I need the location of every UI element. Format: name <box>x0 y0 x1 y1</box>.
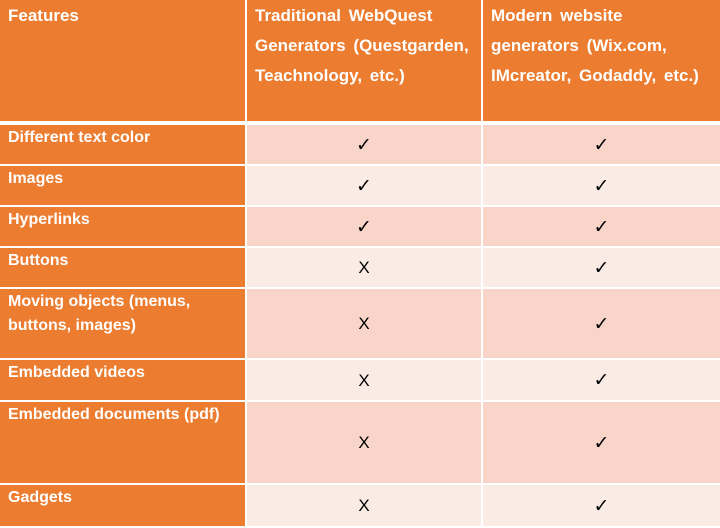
feature-label: Different text color <box>0 125 247 166</box>
feature-label: Buttons <box>0 248 247 289</box>
modern-cell <box>483 485 720 526</box>
table-row <box>0 485 720 526</box>
modern-cell <box>483 402 720 485</box>
check-mark-icon: ✓ <box>593 215 610 238</box>
check-mark-icon: ✓ <box>593 431 610 454</box>
feature-label: Embedded documents (pdf) <box>0 402 247 485</box>
modern-cell <box>483 248 720 289</box>
table-row <box>0 248 720 289</box>
traditional-cell <box>247 166 483 207</box>
table-row <box>0 207 720 248</box>
modern-cell <box>483 125 720 166</box>
x-mark-icon: X <box>358 496 370 515</box>
feature-label: Embedded videos <box>0 360 247 402</box>
header-traditional-generators: Traditional WebQuest Generators (Questgarden, Teachnology, etc.) <box>247 0 483 125</box>
table-row <box>0 289 720 360</box>
feature-label: Hyperlinks <box>0 207 247 248</box>
traditional-cell <box>247 207 483 248</box>
check-mark-icon: ✓ <box>593 312 610 335</box>
traditional-cell <box>247 248 483 289</box>
feature-label: Moving objects (menus, buttons, images) <box>0 289 247 360</box>
table-row <box>0 125 720 166</box>
header-row <box>0 0 720 125</box>
header-features: Features <box>0 0 247 125</box>
feature-label: Gadgets <box>0 485 247 526</box>
modern-cell <box>483 360 720 402</box>
header-modern-generators: Modern website generators (Wix.com, IMcreator, Godaddy, etc.) <box>483 0 720 125</box>
modern-cell <box>483 207 720 248</box>
modern-cell <box>483 289 720 360</box>
x-mark-icon: X <box>358 314 370 333</box>
check-mark-icon: ✓ <box>593 369 610 391</box>
traditional-cell <box>247 125 483 166</box>
check-mark-icon: ✓ <box>356 215 372 238</box>
table-header <box>0 0 720 125</box>
feature-label: Images <box>0 166 247 207</box>
traditional-cell <box>247 402 483 485</box>
check-mark-icon: ✓ <box>593 133 610 156</box>
table-body <box>0 125 720 526</box>
table-row <box>0 360 720 402</box>
x-mark-icon: X <box>358 433 370 452</box>
traditional-cell <box>247 485 483 526</box>
modern-cell <box>483 166 720 207</box>
traditional-cell <box>247 289 483 360</box>
check-mark-icon: ✓ <box>356 133 372 156</box>
x-mark-icon: X <box>358 370 370 390</box>
check-mark-icon: ✓ <box>593 174 610 197</box>
check-mark-icon: ✓ <box>593 494 610 517</box>
table-row <box>0 166 720 207</box>
check-mark-icon: ✓ <box>356 174 372 197</box>
x-mark-icon: X <box>358 258 370 277</box>
traditional-cell <box>247 360 483 402</box>
check-mark-icon: ✓ <box>593 256 610 279</box>
table-row <box>0 402 720 485</box>
